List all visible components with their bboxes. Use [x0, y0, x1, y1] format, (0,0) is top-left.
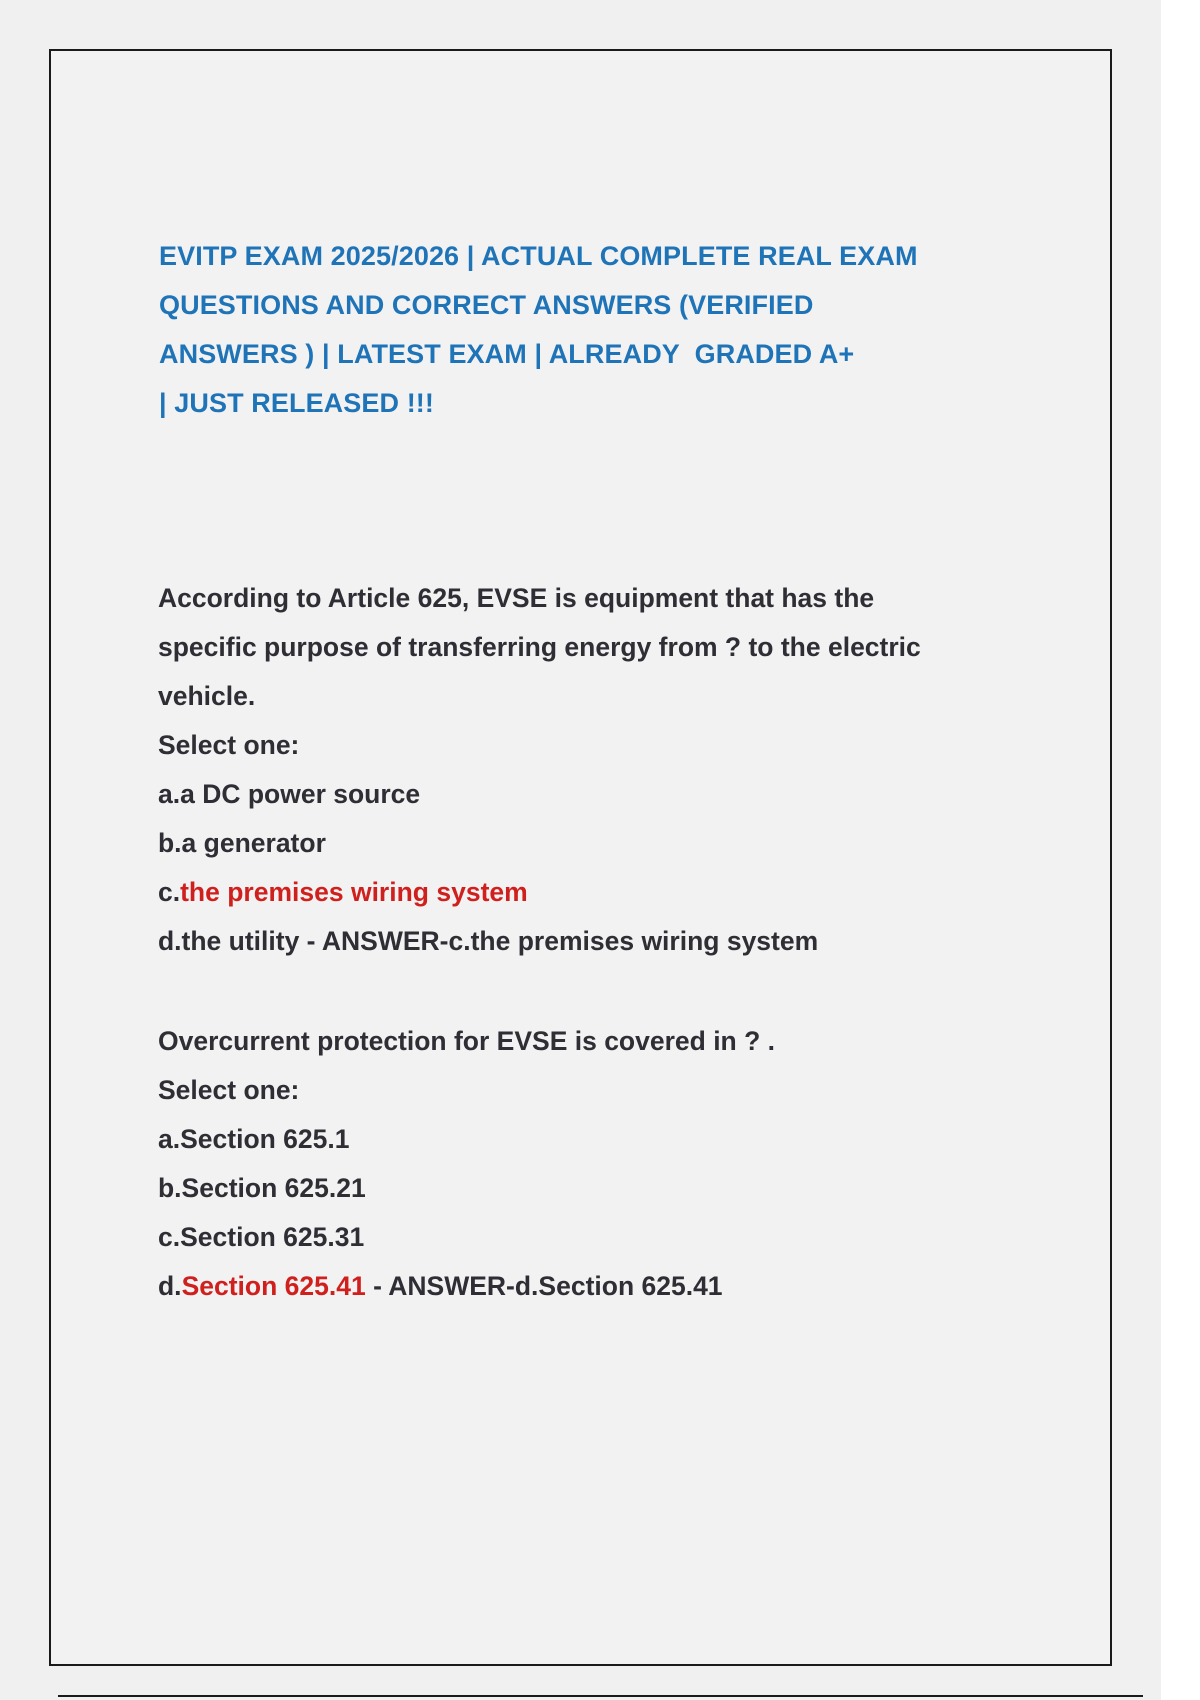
title-line: EVITP EXAM 2025/2026 | ACTUAL COMPLETE REAL EXAM	[159, 241, 918, 271]
option-c-prefix: c.	[158, 877, 181, 907]
option-d-prefix: d.	[158, 1271, 182, 1301]
question-1-option-d: d.the utility - ANSWER-c.the premises wiring system	[158, 926, 819, 956]
question-1-stem-line: vehicle.	[158, 681, 256, 711]
question-2-option-a: a.Section 625.1	[158, 1124, 350, 1154]
title-line: | JUST RELEASED !!!	[159, 388, 434, 418]
question-2-prompt: Select one:	[158, 1075, 300, 1105]
question-1-prompt: Select one:	[158, 730, 300, 760]
question-2-option-b: b.Section 625.21	[158, 1173, 366, 1203]
question-2	[158, 1017, 1038, 1311]
title-line: QUESTIONS AND CORRECT ANSWERS (VERIFIED	[159, 290, 814, 320]
question-1-option-c	[158, 868, 1038, 917]
question-1-stem-line: According to Article 625, EVSE is equipment that has the	[158, 583, 875, 613]
question-1	[158, 574, 1038, 966]
bottom-divider	[58, 1695, 1143, 1697]
question-1-option-b: b.a generator	[158, 828, 326, 858]
page-margin-strip	[1161, 0, 1200, 1700]
option-d-correct-answer: Section 625.41	[181, 1271, 366, 1301]
title-line: ANSWERS ) | LATEST EXAM | ALREADY GRADED A+	[159, 339, 855, 369]
option-d-answer-key: - ANSWER-d.Section 625.41	[365, 1271, 723, 1301]
document-title	[159, 232, 999, 428]
question-2-option-c: c.Section 625.31	[158, 1222, 365, 1252]
question-2-option-d	[158, 1262, 1038, 1311]
question-1-option-a: a.a DC power source	[158, 779, 421, 809]
question-1-stem-line: specific purpose of transferring energy from ? to the electric	[158, 632, 921, 662]
option-c-correct-answer: the premises wiring system	[180, 877, 528, 907]
question-2-stem-line: Overcurrent protection for EVSE is covered in ? .	[158, 1026, 776, 1056]
